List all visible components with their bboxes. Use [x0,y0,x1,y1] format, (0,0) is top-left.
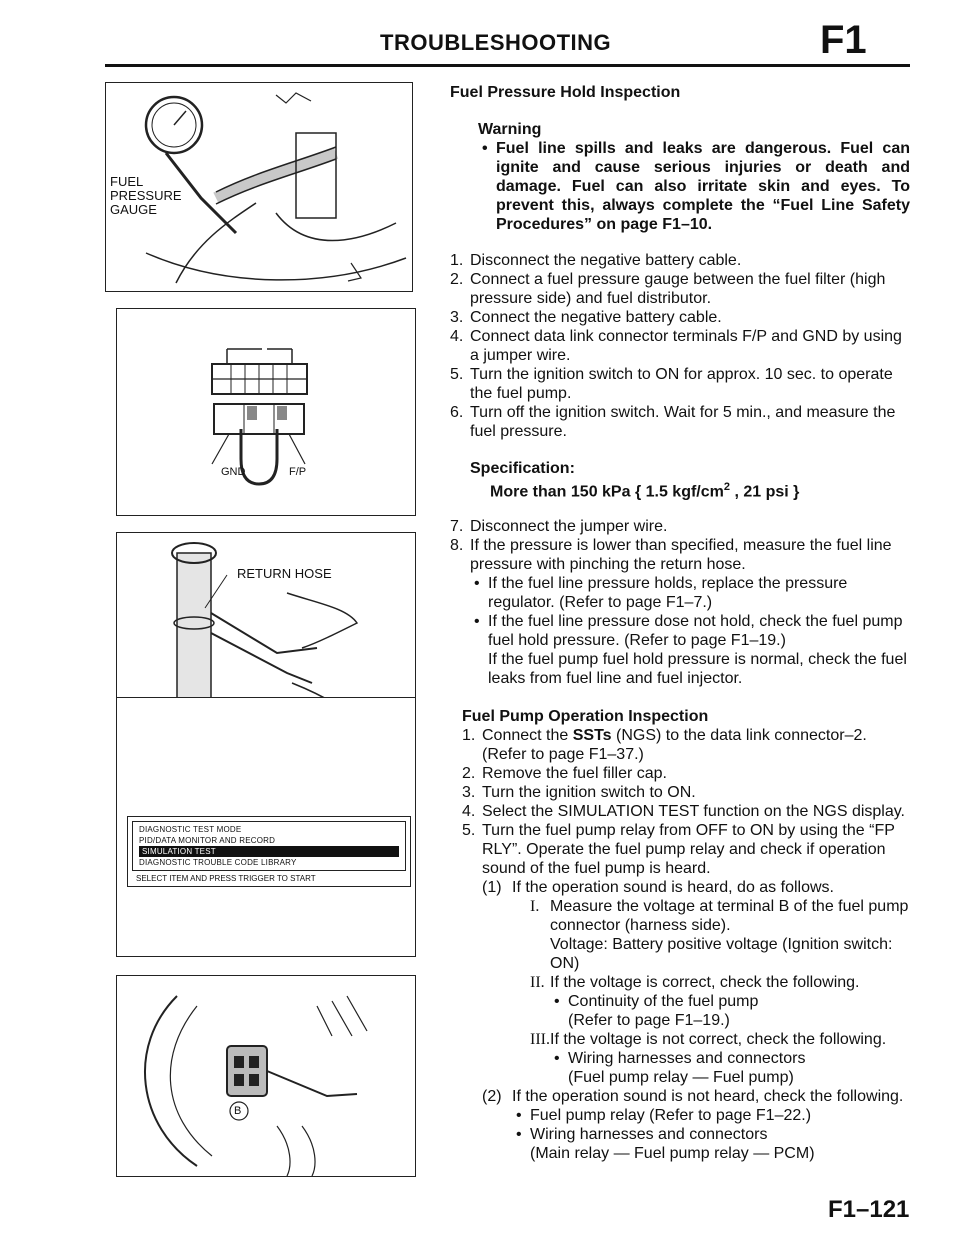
pump-inspection-title: Fuel Pump Operation Inspection [462,708,709,725]
gauge-illustration [106,83,412,291]
page-title: TROUBLESHOOTING [380,30,612,55]
specification-value: More than 150 kPa { 1.5 kgf/$cm^2$ , 21 psi } [490,481,800,501]
step-8-sub-bullets [450,574,910,688]
connector-illustration [117,309,415,515]
list-item: 2. Remove the fuel filler cap. [462,765,667,782]
list-item: 4. Select the SIMULATION TEST function on the NGS display. [462,803,905,820]
warning-title: Warning [478,121,542,138]
pump-connector-illustration [117,976,415,1176]
list-item: II. If the voltage is correct, check the following. • Continuity of the fuel pump (Refer to page F1–19.) [530,973,910,1030]
list-item: 4. Connect data link connector terminals F/P and GND by using a jumper wire. [450,328,902,364]
ngs-menu-item-pid-data-monitor: PID/DATA MONITOR AND RECORD [139,836,276,845]
warning-text: • Fuel line spills and leaks are dangerous. Fuel can ignite and cause serious injuries or death and damage. Fuel can also irritate skin and eyes. To prevent this, always complete the “Fuel Line Safety Procedures” on page F1–10. [478,139,910,234]
list-item: 5. Turn the fuel pump relay from OFF to ON by using the “FP RLY”. Operate the fuel pump relay and check if operation sound of the fuel pump is heard. [462,822,895,877]
list-item: 6. Turn off the ignition switch. Wait for 5 min., and measure the fuel pressure. [450,404,896,440]
list-item: 3. Turn the ignition switch to ON. [462,784,696,801]
ngs-screen [127,816,411,887]
list-item: (1) If the operation sound is heard, do as follows. [482,879,834,896]
condition-1-sublist [530,897,910,1087]
list-item: I. Measure the voltage at terminal B of the fuel pump connector (harness side). Voltage: Battery positive voltage (Ignition switch: ON) [530,898,909,972]
terminal-fp-label: F/P [289,466,307,478]
hold-steps-list-b [450,517,910,688]
warning-block [450,120,910,234]
terminal-gnd-label: GND [221,466,246,478]
ngs-menu-item-dtc-library: DIAGNOSTIC TROUBLE CODE LIBRARY [139,858,297,867]
specification-block [450,459,910,501]
ngs-menu-item-diagnostic-test-mode: DIAGNOSTIC TEST MODE [139,825,242,834]
list-item: 1. Disconnect the negative battery cable. [450,252,742,269]
gauge-label-line-1: FUEL [110,174,144,189]
list-item: 7. Disconnect the jumper wire. [450,518,668,536]
terminal-b-label: B [234,1105,242,1117]
list-item: 5. Turn the ignition switch to ON for approx. 10 sec. to operate the fuel pump. [450,366,893,402]
list-item: III. If the voltage is not correct, check the following. • Wiring harnesses and connectors (Fuel pump relay — Fuel pump) [530,1030,910,1087]
ngs-menu-item-simulation-test-selected: SIMULATION TEST [139,846,399,857]
header-rule [105,64,910,67]
list-item: • If the fuel line pressure dose not hold, check the fuel pump fuel hold pressure. (Refer to page F1–19.) If the fuel pump fuel hold pressure is normal, check the fuel leaks from fuel line and fuel injector. [470,612,910,688]
page-number: F1–121 [828,1196,910,1223]
hold-inspection-title: Fuel Pressure Hold Inspection [450,84,681,101]
pump-inspection-section [462,707,910,1163]
section-code: F1 [820,18,867,62]
hold-steps-list-a [450,251,910,441]
ngs-screen-footer: SELECT ITEM AND PRESS TRIGGER TO START [136,874,316,883]
list-item: 1. Connect the SSTs (NGS) to the data link connector–2. (Refer to page F1–37.) [462,727,867,763]
list-item: 2. Connect a fuel pressure gauge between the fuel filter (high pressure side) and fuel distributor. [450,271,886,307]
list-item: 8. If the pressure is lower than specified, measure the fuel line pressure with pinching the return hose. [450,537,892,574]
gauge-label-line-3: GAUGE [110,202,157,217]
ngs-menu-list [132,821,406,871]
figure-ngs-menu [116,697,416,957]
gauge-label-line-2: PRESSURE [110,188,182,203]
return-hose-label: RETURN HOSE [237,566,332,581]
figure-fuel-pressure-gauge [105,82,413,292]
list-item: (2) If the operation sound is not heard, check the following. • Fuel pump relay (Refer to page F1–22.) • Wiring harnesses and connectors (Main relay — Fuel pump relay — PCM) [482,1087,910,1163]
figure-fuel-pump-connector [116,975,416,1177]
list-item: 3. Connect the negative battery cable. [450,309,722,326]
figure-data-link-connector [116,308,416,516]
specification-title: Specification: [470,460,575,477]
hold-inspection-section [450,83,910,688]
list-item: • If the fuel line pressure holds, replace the pressure regulator. (Refer to page F1–7.) [470,574,910,612]
